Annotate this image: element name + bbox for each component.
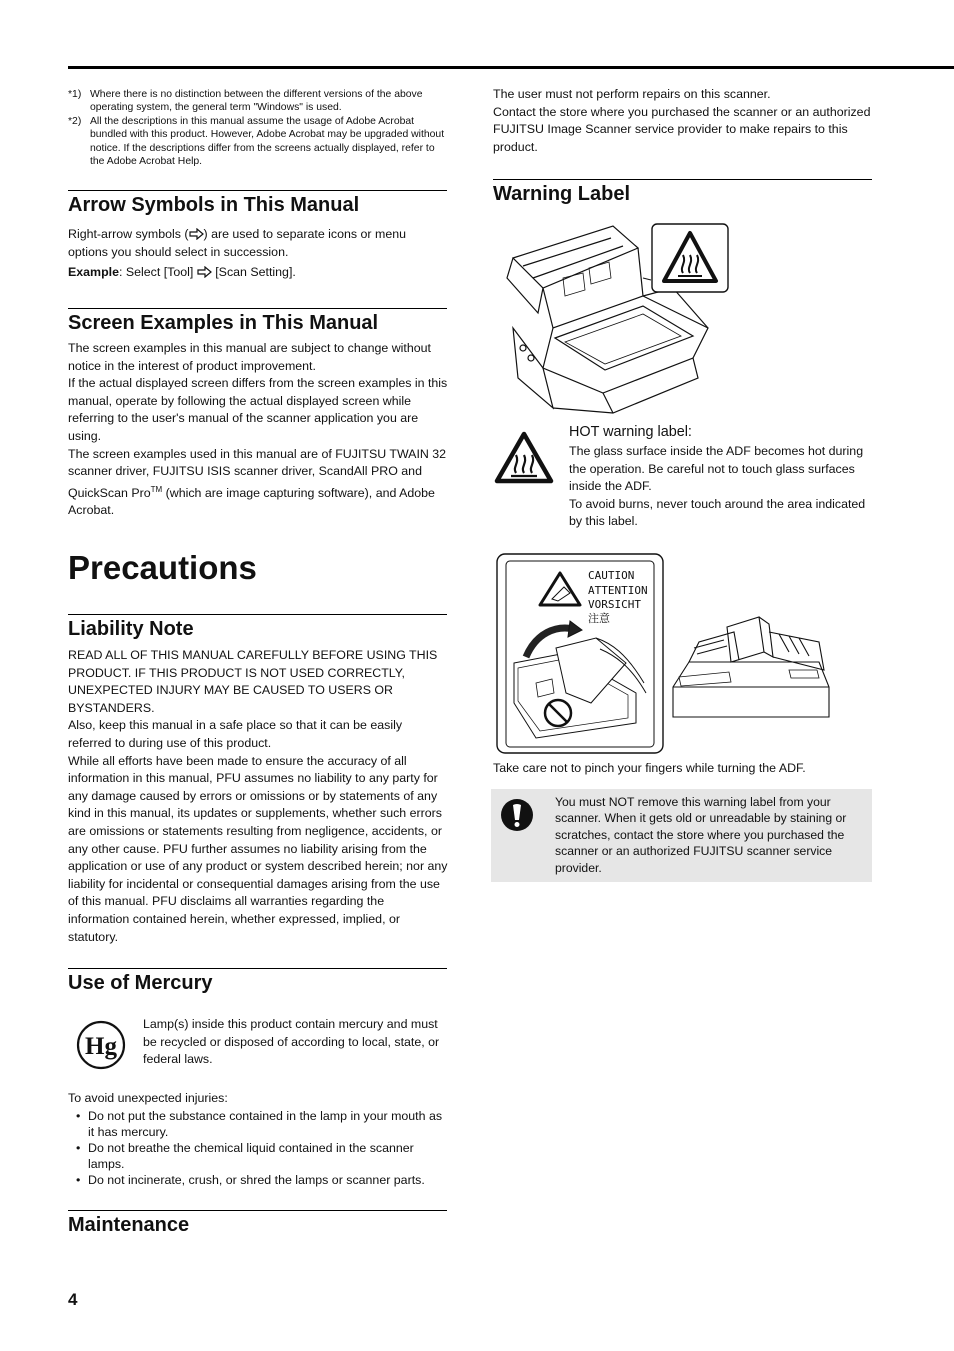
text-run: (which are image capturing software), and Adobe Acrobat. xyxy=(68,485,435,518)
mercury-heading: Use of Mercury xyxy=(68,968,447,995)
mercury-lead: To avoid unexpected injuries: xyxy=(68,1091,228,1105)
paragraph: Also, keep this manual in a safe place so that it can be easily referred to during use of this product. xyxy=(68,718,403,750)
caution-line-3: VORSICHT xyxy=(588,598,641,611)
mercury-hg-icon xyxy=(76,1020,126,1070)
list-item-text: Do not breathe the chemical liquid contained in the scanner lamps. xyxy=(88,1141,414,1171)
footnote-1 xyxy=(68,88,447,115)
hot-label-callout xyxy=(651,223,729,293)
right-arrow-icon xyxy=(197,266,212,278)
arrow-symbols-heading: Arrow Symbols in This Manual xyxy=(68,190,447,217)
hot-warning-icon xyxy=(493,430,555,486)
list-item-text: Do not incinerate, crush, or shred the lamps or scanner parts. xyxy=(88,1173,425,1187)
footnote-mark: *1) xyxy=(68,89,82,100)
paragraph: Contact the store where you purchased the scanner or an authorized FUJITSU Image Scanner service provider to make repairs to this product. xyxy=(493,104,871,154)
list-item: • Do not breathe the chemical liquid contained in the scanner lamps. xyxy=(68,1140,447,1172)
maintenance-body xyxy=(493,86,872,156)
paragraph: While all efforts have been made to ensure the accuracy of all information in this manual, PFU assumes no liability to any party for any damage caused by errors or omissions or by statements of any kind in this manual, its updates or supplements, whether such errors are omissions or statements resulting from negligence, accidents, or any other cause. PFU further assumes no liability arising from the application or use of any product or system described herein; nor any liability for incidental or consequential damages arising from the use of this manual. PFU disclaims all warranties regarding the information contained herein, whether expressed, implied, or statutory. xyxy=(68,753,448,944)
footnote-text: All the descriptions in this manual assume the usage of Adobe Acrobat bundled with this product. However, Adobe Acrobat may be upgraded without notice. If the descriptions differ from the screens actually displayed, refer to the Adobe Acrobat Help. xyxy=(90,116,445,168)
paragraph: The glass surface inside the ADF becomes hot during the operation. Be careful not to touch glass surfaces inside the ADF. xyxy=(569,444,864,494)
caution-line-4: 注意 xyxy=(588,612,610,625)
top-rule xyxy=(68,66,954,69)
caution-line-1: CAUTION xyxy=(588,569,635,582)
note-box xyxy=(491,789,872,882)
paragraph: The screen examples in this manual are subject to change without notice in the interest of product improvement. xyxy=(68,341,431,373)
mercury-intro: Lamp(s) inside this product contain mercury and must be recycled or disposed of according to local, state, or federal laws. xyxy=(143,1017,440,1067)
maintenance-heading: Maintenance xyxy=(68,1210,447,1237)
screen-examples-body xyxy=(68,340,448,520)
list-item: • Do not put the substance contained in the lamp in your mouth as it has mercury. xyxy=(68,1108,447,1140)
liability-body xyxy=(68,647,448,946)
warning-label-heading: Warning Label xyxy=(493,179,872,206)
screen-examples-heading: Screen Examples in This Manual xyxy=(68,308,447,335)
scanner-closed-illustration xyxy=(669,612,833,722)
arrow-symbols-body xyxy=(68,226,448,282)
pinch-caption: Take care not to pinch your fingers while turning the ADF. xyxy=(493,761,806,775)
exclamation-icon xyxy=(501,799,533,831)
paragraph: To avoid burns, never touch around the area indicated by this label. xyxy=(569,496,866,529)
footnote-mark: *2) xyxy=(68,116,82,127)
footnote-2 xyxy=(68,115,447,169)
page-number: 4 xyxy=(68,1290,78,1309)
example-text-a: : Select [Tool] xyxy=(118,265,197,280)
hot-warning-body xyxy=(569,443,873,531)
list-item: • Do not incinerate, crush, or shred the lamps or scanner parts. xyxy=(68,1172,447,1188)
arrow-example xyxy=(68,264,448,282)
arrow-text-a: Right-arrow symbols ( xyxy=(68,227,189,241)
caution-label-illustration xyxy=(496,553,664,754)
arrow-text-b: ) are used to separate icons or menu options you should select in succession. xyxy=(68,227,406,259)
liability-heading: Liability Note xyxy=(68,614,447,641)
example-text-b: [Scan Setting]. xyxy=(211,265,296,280)
paragraph xyxy=(68,446,448,521)
right-arrow-icon xyxy=(189,228,204,240)
text-run: The screen examples used in this manual are of FUJITSU TWAIN 32 scanner driver, FUJITSU ISIS scanner driver, ScandAll PRO and QuickScan Pro xyxy=(68,446,447,500)
paragraph: The user must not perform repairs on this scanner. xyxy=(493,87,771,101)
example-label: Example xyxy=(68,265,119,280)
note-text: You must NOT remove this warning label from your scanner. When it gets old or unreadable by staining or scratches, contact the store where you purchased the scanner or an authorized FUJITSU scanner service provider. xyxy=(555,795,847,875)
list-item-text: Do not put the substance contained in the lamp in your mouth as it has mercury. xyxy=(88,1109,443,1139)
hot-warning-title: HOT warning label: xyxy=(569,424,692,440)
hg-icon-text: Hg xyxy=(85,1033,117,1060)
page-title: Precautions xyxy=(68,549,257,586)
paragraph: READ ALL OF THIS MANUAL CAREFULLY BEFORE USING THIS PRODUCT. IF THIS PRODUCT IS NOT USED CORRECTLY, UNEXPECTED INJURY MAY BE CAUSED TO USERS OR BYSTANDERS. xyxy=(68,648,438,715)
caution-line-2: ATTENTION xyxy=(588,584,648,597)
paragraph: If the actual displayed screen differs from the screen examples in this manual, operate by following the actual displayed screen while referring to the user's manual of the scanner application you are using. xyxy=(68,376,448,443)
arrow-symbols-text xyxy=(68,226,448,261)
trademark-sup: TM xyxy=(150,484,163,494)
footnote-text: Where there is no distinction between the different versions of the above operating system, the general term "Windows" is used. xyxy=(90,89,423,114)
